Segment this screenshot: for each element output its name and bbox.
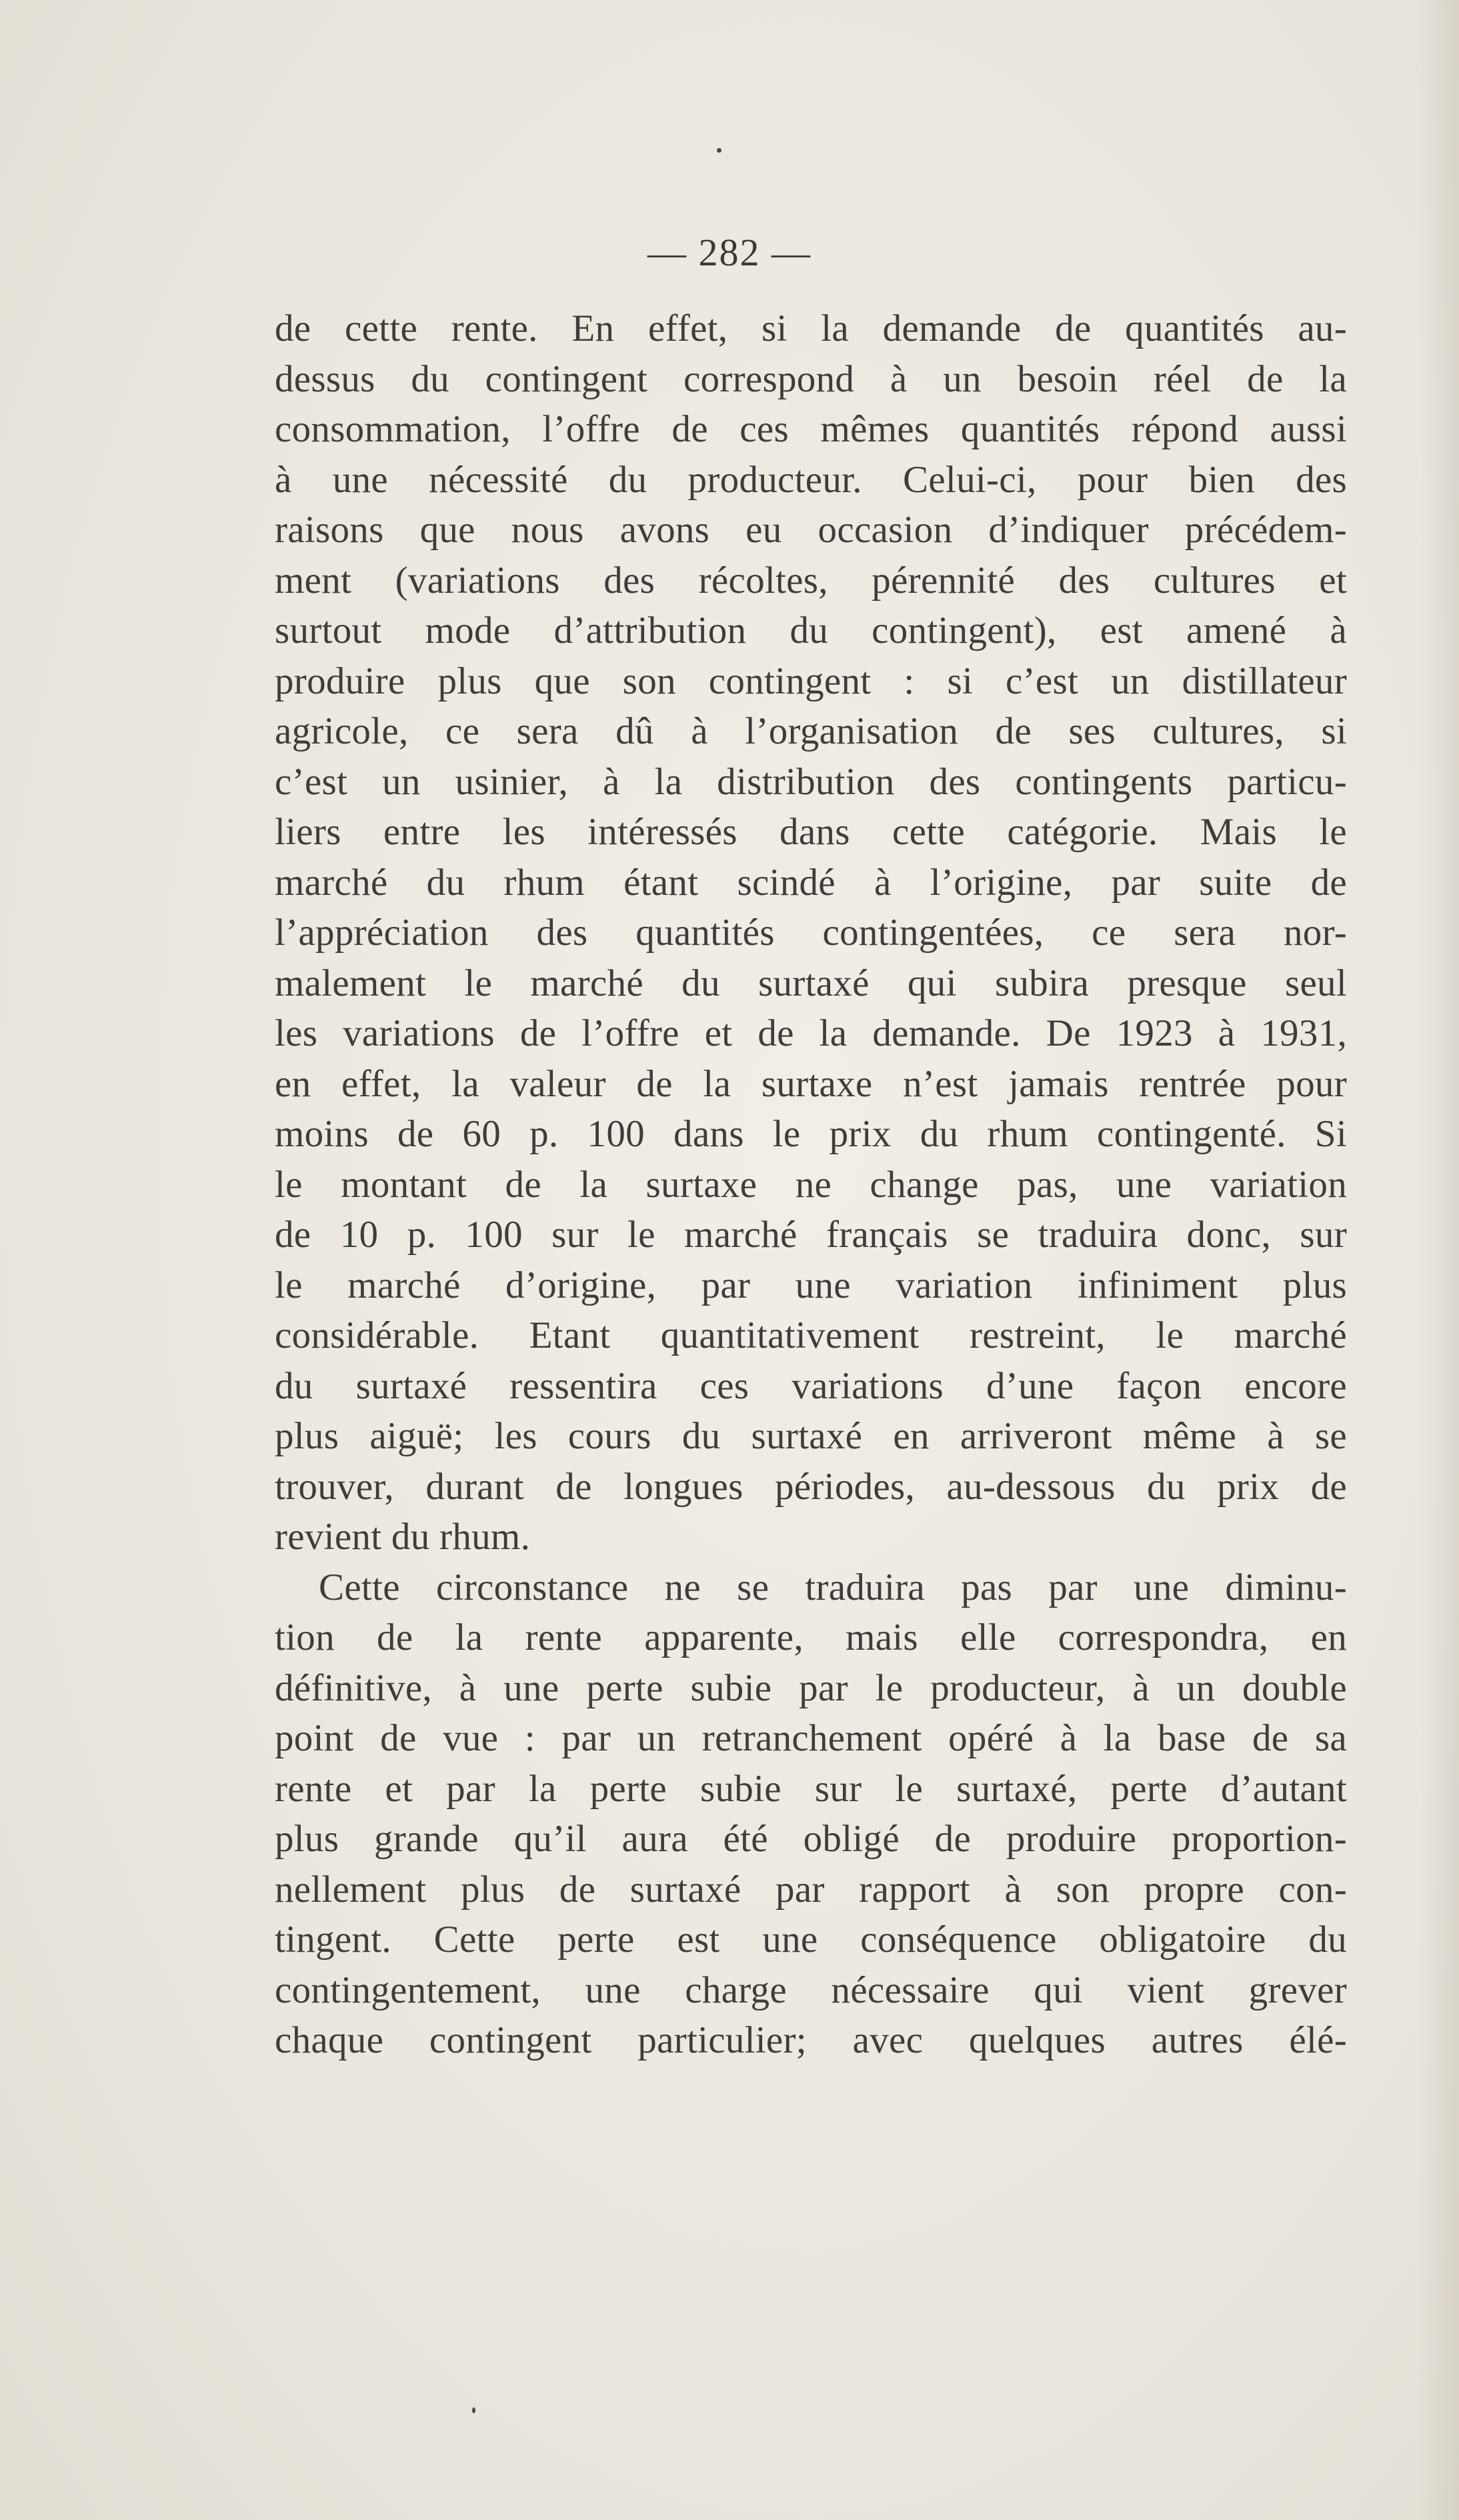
text-line: consommation, l’offre de ces mêmes quantités répond aussi xyxy=(275,408,1347,450)
text-line: l’appréciation des quantités contingentées, ce sera nor- xyxy=(275,912,1347,954)
text-line: raisons que nous avons eu occasion d’indiquer précédem- xyxy=(275,509,1347,551)
text-line: définitive, à une perte subie par le producteur, à un double xyxy=(275,1666,1347,1709)
text-line: liers entre les intéressés dans cette catégorie. Mais le xyxy=(275,811,1347,853)
text-line: en effet, la valeur de la surtaxe n’est jamais rentrée pour xyxy=(275,1062,1347,1105)
text-line: chaque contingent particulier; avec quelques autres élé- xyxy=(275,2019,1347,2061)
body-text xyxy=(275,303,1347,2066)
text-line: produire plus que son contingent : si c’est un distillateur xyxy=(275,660,1347,702)
paragraph-1 xyxy=(275,303,1347,1562)
text-line: à une nécessité du producteur. Celui-ci, pour bien des xyxy=(275,458,1347,501)
text-line: nellement plus de surtaxé par rapport à son propre con- xyxy=(275,1868,1347,1911)
text-line: contingentement, une charge nécessaire qui vient grever xyxy=(275,1969,1347,2011)
text-line: tion de la rente apparente, mais elle correspondra, en xyxy=(275,1616,1347,1658)
text-line: surtout mode d’attribution du contingent), est amené à xyxy=(275,609,1347,652)
text-line: considérable. Etant quantitativement restreint, le marché xyxy=(275,1314,1347,1356)
text-line: plus grande qu’il aura été obligé de produire proportion- xyxy=(275,1818,1347,1860)
text-line: c’est un usinier, à la distribution des contingents particu- xyxy=(275,760,1347,803)
text-line: de 10 p. 100 sur le marché français se traduira donc, sur xyxy=(275,1214,1347,1256)
text-line: du surtaxé ressentira ces variations d’une façon encore xyxy=(275,1364,1347,1407)
text-line: trouver, durant de longues périodes, au-dessous du prix de xyxy=(275,1465,1347,1508)
text-line: Cette circonstance ne se traduira pas par une diminu- xyxy=(319,1566,1347,1608)
text-line: marché du rhum étant scindé à l’origine, par suite de xyxy=(275,861,1347,904)
text-line: malement le marché du surtaxé qui subira presque seul xyxy=(275,962,1347,1004)
text-line: tingent. Cette perte est une conséquence obligatoire du xyxy=(275,1919,1347,1961)
ink-speck xyxy=(472,2407,475,2413)
text-line: revient du rhum. xyxy=(275,1516,531,1558)
page-edge-shadow xyxy=(1419,0,1459,2520)
ink-speck xyxy=(717,148,721,153)
text-line: le montant de la surtaxe ne change pas, une variation xyxy=(275,1163,1347,1206)
text-line: rente et par la perte subie sur le surtaxé, perte d’autant xyxy=(275,1767,1347,1810)
text-line: point de vue : par un retranchement opéré à la base de sa xyxy=(275,1717,1347,1759)
text-line: de cette rente. En effet, si la demande de quantités au- xyxy=(275,307,1347,349)
page-number: — 282 — xyxy=(647,231,812,274)
text-line: ment (variations des récoltes, pérennité des cultures et xyxy=(275,559,1347,601)
paragraph-2 xyxy=(275,1562,1347,2066)
text-line: moins de 60 p. 100 dans le prix du rhum contingenté. Si xyxy=(275,1113,1347,1155)
text-line: les variations de l’offre et de la demande. De 1923 à 1931, xyxy=(275,1012,1347,1054)
text-line: plus aiguë; les cours du surtaxé en arriveront même à se xyxy=(275,1415,1347,1457)
text-line: dessus du contingent correspond à un besoin réel de la xyxy=(275,357,1347,400)
text-line: le marché d’origine, par une variation infiniment plus xyxy=(275,1264,1347,1306)
text-line: agricole, ce sera dû à l’organisation de ses cultures, si xyxy=(275,710,1347,752)
